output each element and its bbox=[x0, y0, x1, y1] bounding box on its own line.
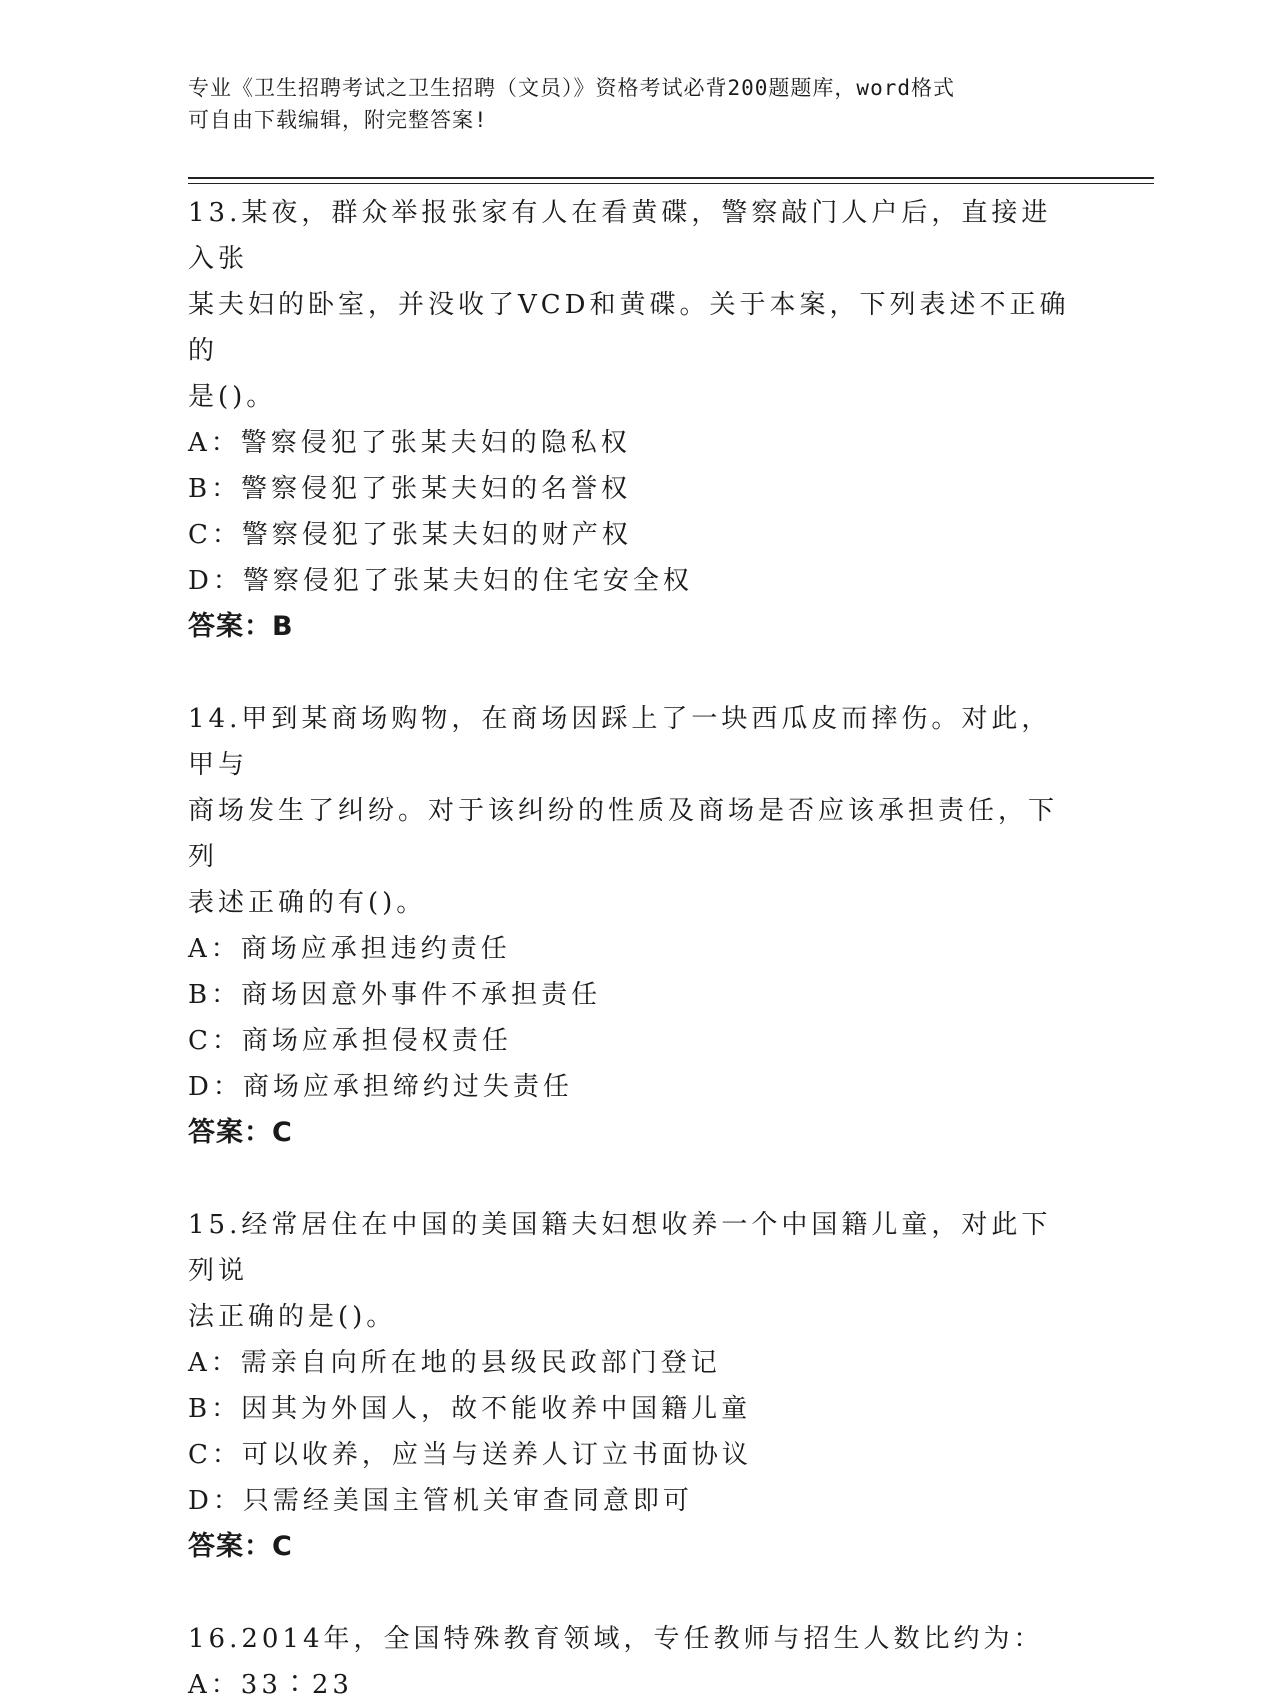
option-c: C：商场应承担侵权责任 bbox=[188, 1026, 512, 1056]
header-divider-thin bbox=[188, 183, 1154, 184]
option-a: A：商场应承担违约责任 bbox=[188, 934, 511, 964]
option-a: A：33∶23 bbox=[188, 1670, 353, 1700]
option-a: A：警察侵犯了张某夫妇的隐私权 bbox=[188, 428, 631, 458]
header-divider-thick bbox=[188, 177, 1154, 179]
option-c: C：可以收养，应当与送养人订立书面协议 bbox=[188, 1440, 752, 1470]
question-stem-line: 法正确的是()。 bbox=[188, 1302, 397, 1332]
answer: 答案：C bbox=[188, 1531, 293, 1562]
question-stem-line: 是()。 bbox=[188, 382, 277, 412]
question-stem-line: 15.经常居住在中国的美国籍夫妇想收养一个中国籍儿童，对此下列说 bbox=[188, 1210, 1052, 1286]
spacer bbox=[188, 1570, 1078, 1616]
question-16 bbox=[188, 1616, 1078, 1708]
answer: 答案：C bbox=[188, 1117, 293, 1148]
question-15 bbox=[188, 1202, 1078, 1570]
option-d: D：只需经美国主管机关审查同意即可 bbox=[188, 1486, 693, 1516]
option-b: B：商场因意外事件不承担责任 bbox=[188, 980, 602, 1010]
header-line-1: 专业《卫生招聘考试之卫生招聘（文员）》资格考试必背200题题库，word格式 bbox=[188, 76, 955, 100]
option-b: B：警察侵犯了张某夫妇的名誉权 bbox=[188, 474, 632, 504]
option-a: A：需亲自向所在地的县级民政部门登记 bbox=[188, 1348, 721, 1378]
option-d: D：警察侵犯了张某夫妇的住宅安全权 bbox=[188, 566, 693, 596]
option-c: C：警察侵犯了张某夫妇的财产权 bbox=[188, 520, 632, 550]
question-stem-line: 某夫妇的卧室，并没收了VCD和黄碟。关于本案，下列表述不正确的 bbox=[188, 290, 1070, 366]
question-14 bbox=[188, 696, 1078, 1156]
spacer bbox=[188, 1156, 1078, 1202]
question-stem-line: 14.甲到某商场购物，在商场因踩上了一块西瓜皮而摔伤。对此，甲与 bbox=[188, 704, 1052, 780]
option-b: B：因其为外国人，故不能收养中国籍儿童 bbox=[188, 1394, 752, 1424]
question-13 bbox=[188, 190, 1078, 650]
document-header bbox=[188, 72, 1068, 136]
question-stem-line: 商场发生了纠纷。对于该纠纷的性质及商场是否应该承担责任，下列 bbox=[188, 796, 1059, 872]
question-stem-line: 16.2014年，全国特殊教育领域，专任教师与招生人数比约为： bbox=[188, 1624, 1044, 1654]
option-d: D：商场应承担缔约过失责任 bbox=[188, 1072, 573, 1102]
question-stem-line: 表述正确的有()。 bbox=[188, 888, 427, 918]
question-list bbox=[188, 190, 1078, 1708]
spacer bbox=[188, 650, 1078, 696]
answer: 答案：B bbox=[188, 611, 294, 642]
header-line-2: 可自由下载编辑，附完整答案! bbox=[188, 108, 488, 132]
question-stem-line: 13.某夜，群众举报张家有人在看黄碟，警察敲门人户后，直接进入张 bbox=[188, 198, 1052, 274]
